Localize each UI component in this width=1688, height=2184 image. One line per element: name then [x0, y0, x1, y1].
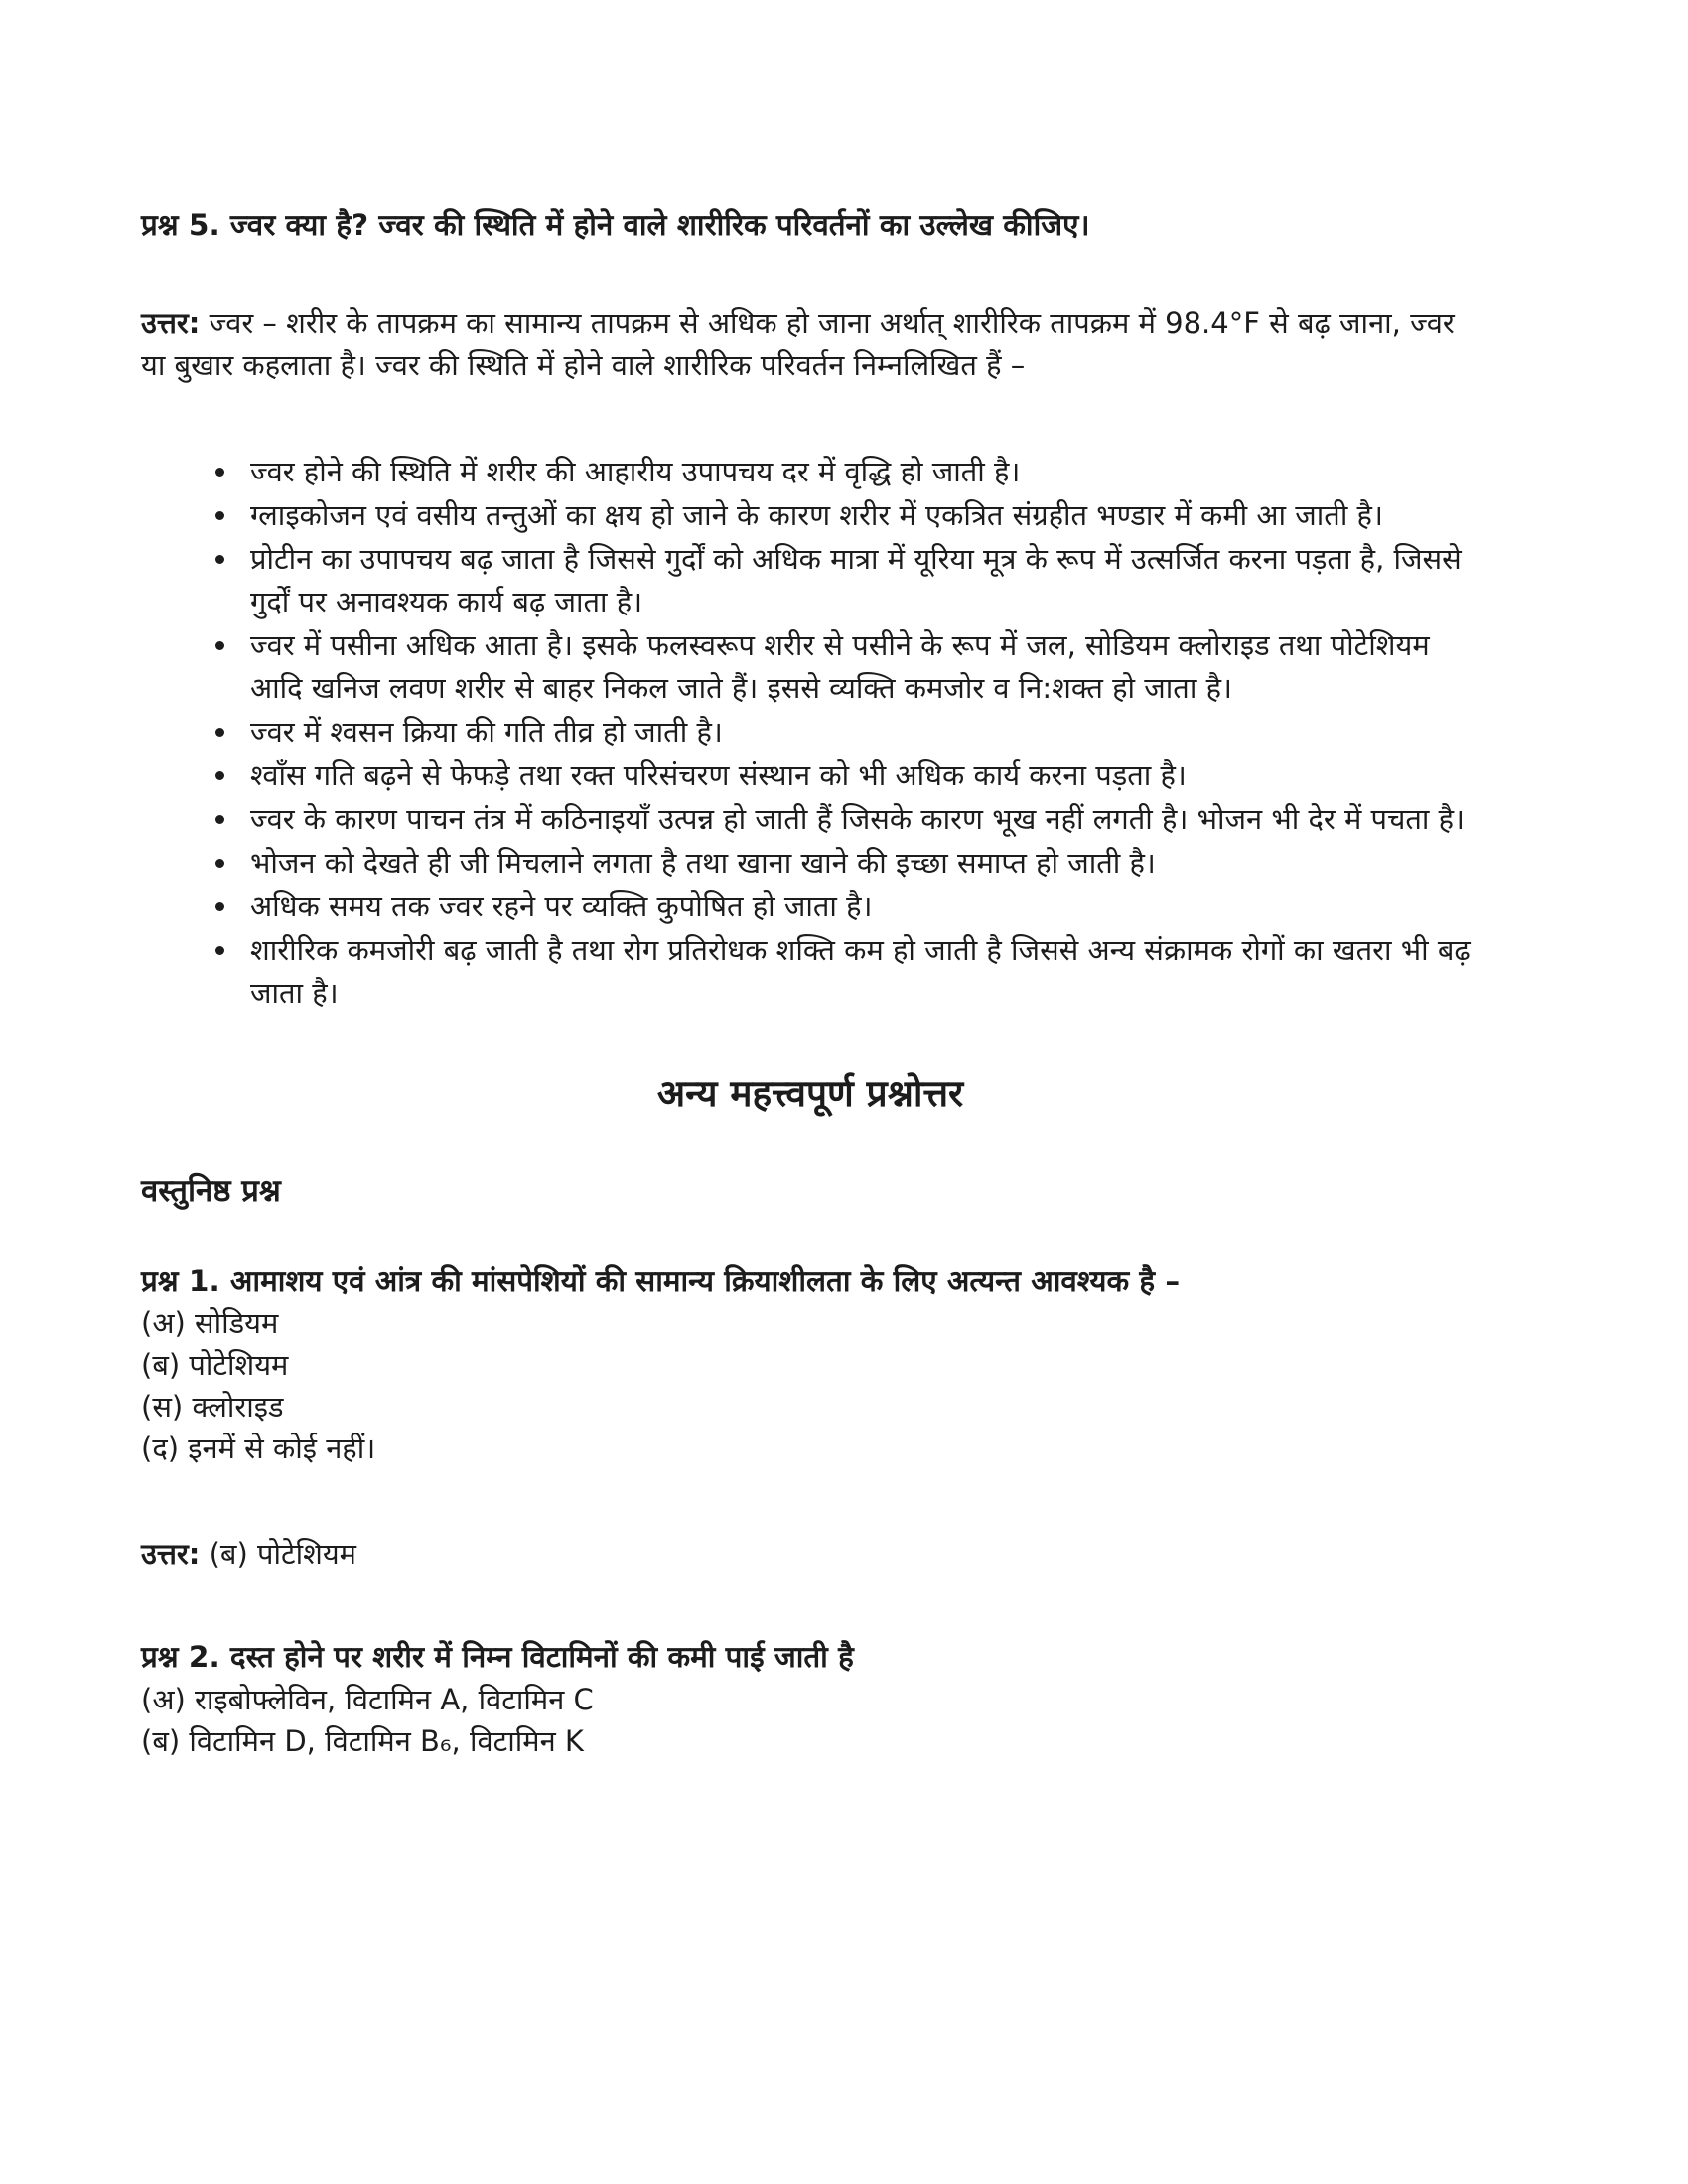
answer-label: उत्तर:: [141, 306, 201, 340]
question-1-heading: प्रश्न 1. आमाशय एवं आंत्र की मांसपेशियों की सामान्य क्रियाशीलता के लिए अत्यन्त आवश्यक है –: [141, 1264, 1181, 1297]
answer-label: उत्तर:: [141, 1537, 201, 1570]
option-b: (ब) पोटेशियम: [141, 1348, 289, 1382]
list-item: • शारीरिक कमजोरी बढ़ जाती है तथा रोग प्रतिरोधक शक्ति कम हो जाती है जिससे अन्य संक्रामक रोगों का खतरा भी बढ़ जाता है।: [240, 929, 1479, 1015]
list-item: • ज्वर में पसीना अधिक आता है। इसके फलस्वरूप शरीर से पसीने के रूप में जल, सोडियम क्लोराइड तथा पोटेशियम आदि खनिज लवण शरीर से बाहर निकल जाते हैं। इससे व्यक्ति कमजोर व नि:शक्त हो जाता है।: [240, 624, 1479, 710]
list-item: • श्वाँस गति बढ़ने से फेफड़े तथा रक्त परिसंचरण संस्थान को भी अधिक कार्य करना पड़ता है।: [240, 754, 1479, 797]
list-item: • भोजन को देखते ही जी मिचलाने लगता है तथा खाना खाने की इच्छा समाप्त हो जाती है।: [240, 842, 1479, 885]
answer-intro-text: ज्वर – शरीर के तापक्रम का सामान्य तापक्रम से अधिक हो जाना अर्थात् शारीरिक तापक्रम में 98.4°F से बढ़ जाना, ज्वर या बुखार कहलाता है। ज्वर की स्थिति में होने वाले शारीरिक परिवर्तन निम्नलिखित हैं –: [141, 306, 1455, 382]
question-5-answer-paragraph: [141, 302, 1479, 387]
section-subtitle: वस्तुनिष्ठ प्रश्न: [141, 1173, 281, 1209]
list-item: • प्रोटीन का उपापचय बढ़ जाता है जिससे गुर्दों को अधिक मात्रा में यूरिया मूत्र के रूप में उत्सर्जित करना पड़ता है, जिससे गुर्दों पर अनावश्यक कार्य बढ़ जाता है।: [240, 538, 1479, 623]
list-item: • ज्वर में श्वसन क्रिया की गति तीव्र हो जाती है।: [240, 711, 1479, 753]
list-item: • ज्वर के कारण पाचन तंत्र में कठिनाइयाँ उत्पन्न हो जाती हैं जिसके कारण भूख नहीं लगती है। भोजन भी देर में पचता है।: [240, 798, 1479, 841]
option-a: (अ) राइबोफ्लेविन, विटामिन A, विटामिन C: [141, 1683, 594, 1716]
list-item: • ज्वर होने की स्थिति में शरीर की आहारीय उपापचय दर में वृद्धि हो जाती है।: [240, 451, 1479, 493]
option-a: (अ) सोडियम: [141, 1306, 279, 1340]
section-title: अन्य महत्त्वपूर्ण प्रश्नोत्तर: [656, 1072, 964, 1115]
option-d: (द) इनमें से कोई नहीं।: [141, 1432, 376, 1465]
fever-changes-list: [141, 451, 1479, 1015]
question-1-answer: [141, 1533, 1479, 1575]
question-2-heading: प्रश्न 2. दस्त होने पर शरीर में निम्न विटामिनों की कमी पाई जाती है: [141, 1640, 854, 1674]
question-1-options: [141, 1302, 1479, 1469]
answer-text: (ब) पोटेशियम: [200, 1537, 357, 1570]
option-b: (ब) विटामिन D, विटामिन B₆, विटामिन K: [141, 1724, 584, 1758]
list-item: • ग्लाइकोजन एवं वसीय तन्तुओं का क्षय हो जाने के कारण शरीर में एकत्रित संग्रहीत भण्डार में कमी आ जाती है।: [240, 494, 1479, 537]
question-2-options: [141, 1679, 1479, 1762]
list-item: • अधिक समय तक ज्वर रहने पर व्यक्ति कुपोषित हो जाता है।: [240, 886, 1479, 928]
option-s: (स) क्लोराइड: [141, 1390, 284, 1424]
question-5-heading: प्रश्न 5. ज्वर क्या है? ज्वर की स्थिति में होने वाले शारीरिक परिवर्तनों का उल्लेख कीजिए।: [141, 208, 1090, 242]
